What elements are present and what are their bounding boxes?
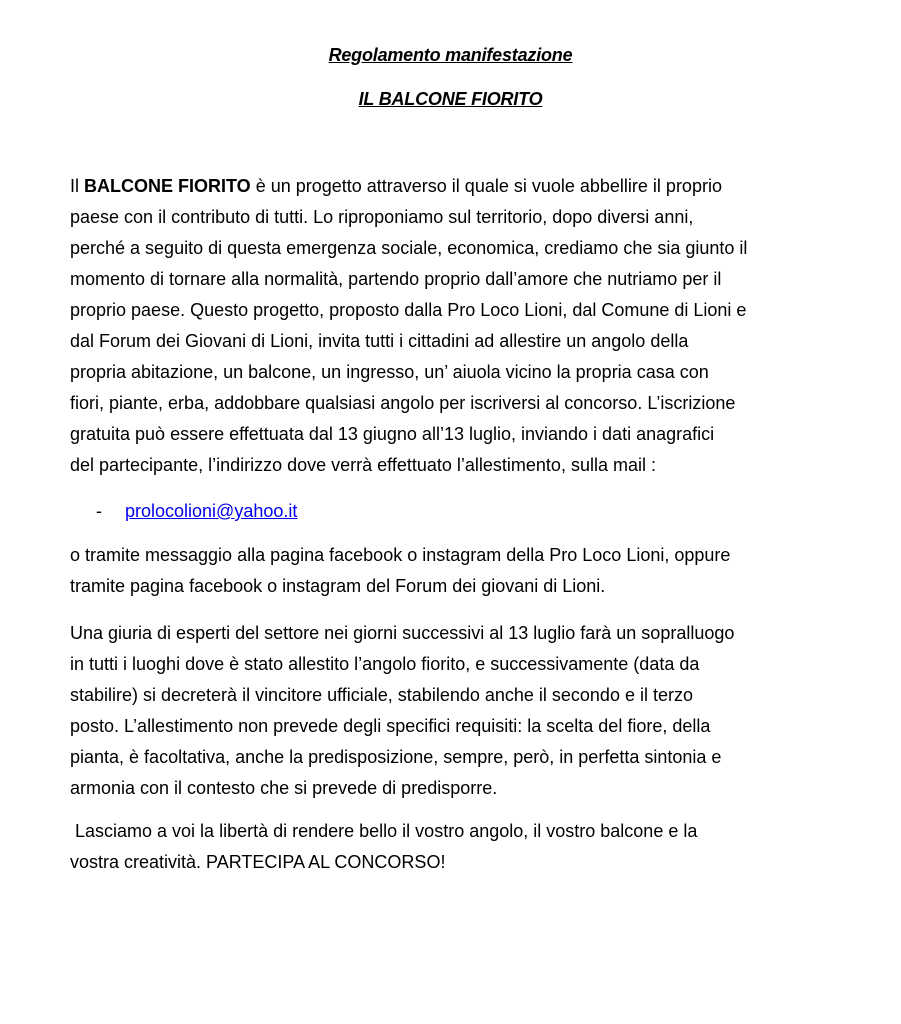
- paragraph-line: momento di tornare alla normalità, partendo proprio dall’amore che nutriamo per il: [70, 269, 722, 289]
- paragraph-line: armonia con il contesto che si prevede di predisporre.: [70, 778, 498, 798]
- paragraph-closing: [70, 816, 840, 878]
- bold-project-name: BALCONE FIORITO: [84, 176, 251, 196]
- paragraph-intro: [70, 171, 840, 481]
- paragraph-line: gratuita può essere effettuata dal 13 giugno all’13 luglio, inviando i dati anagrafici: [70, 424, 715, 444]
- paragraph-contact-alternatives: [70, 540, 840, 602]
- paragraph-line: posto. L’allestimento non prevede degli specifici requisiti: la scelta del fiore, della: [70, 716, 711, 736]
- paragraph-line: proprio paese. Questo progetto, proposto dalla Pro Loco Lioni, dal Comune di Lioni e: [70, 300, 747, 320]
- paragraph-line: Lasciamo a voi la libertà di rendere bello il vostro angolo, il vostro balcone e la: [70, 821, 698, 841]
- paragraph-line: tramite pagina facebook o instagram del Forum dei giovani di Lioni.: [70, 576, 606, 596]
- paragraph-line: o tramite messaggio alla pagina facebook o instagram della Pro Loco Lioni, oppure: [70, 545, 731, 565]
- text-fragment: è un progetto attraverso il quale si vuole abbellire il proprio: [250, 176, 722, 196]
- paragraph-line: vostra creatività. PARTECIPA AL CONCORSO!: [70, 852, 446, 872]
- document-title: Regolamento manifestazione: [328, 45, 573, 65]
- paragraph-line: paese con il contributo di tutti. Lo riproponiamo sul territorio, dopo diversi anni,: [70, 207, 694, 227]
- paragraph-line: fiori, piante, erba, addobbare qualsiasi angolo per iscriversi al concorso. L’iscrizione: [70, 393, 736, 413]
- text-fragment: Il: [70, 176, 85, 196]
- paragraph-line: del partecipante, l’indirizzo dove verrà effettuato l’allestimento, sulla mail :: [70, 455, 656, 475]
- paragraph-line: stabilire) si decreterà il vincitore ufficiale, stabilendo anche il secondo e il terzo: [70, 685, 693, 705]
- paragraph-line: [70, 171, 840, 202]
- email-bullet-item: [96, 496, 297, 527]
- paragraph-jury: [70, 618, 840, 804]
- paragraph-line: pianta, è facoltativa, anche la predisposizione, sempre, però, in perfetta sintonia e: [70, 747, 722, 767]
- bullet-dash: -: [96, 501, 102, 521]
- paragraph-line: dal Forum dei Giovani di Lioni, invita tutti i cittadini ad allestire un angolo della: [70, 331, 689, 351]
- document-subtitle: IL BALCONE FIORITO: [358, 89, 543, 109]
- email-link[interactable]: prolocolioni@yahoo.it: [125, 501, 298, 521]
- paragraph-line: Una giuria di esperti del settore nei giorni successivi al 13 luglio farà un sopralluogo: [70, 623, 735, 643]
- paragraph-line: in tutti i luoghi dove è stato allestito l’angolo fiorito, e successivamente (data da: [70, 654, 700, 674]
- paragraph-line: propria abitazione, un balcone, un ingresso, un’ aiuola vicino la propria casa con: [70, 362, 709, 382]
- paragraph-line: perché a seguito di questa emergenza sociale, economica, crediamo che sia giunto il: [70, 238, 748, 258]
